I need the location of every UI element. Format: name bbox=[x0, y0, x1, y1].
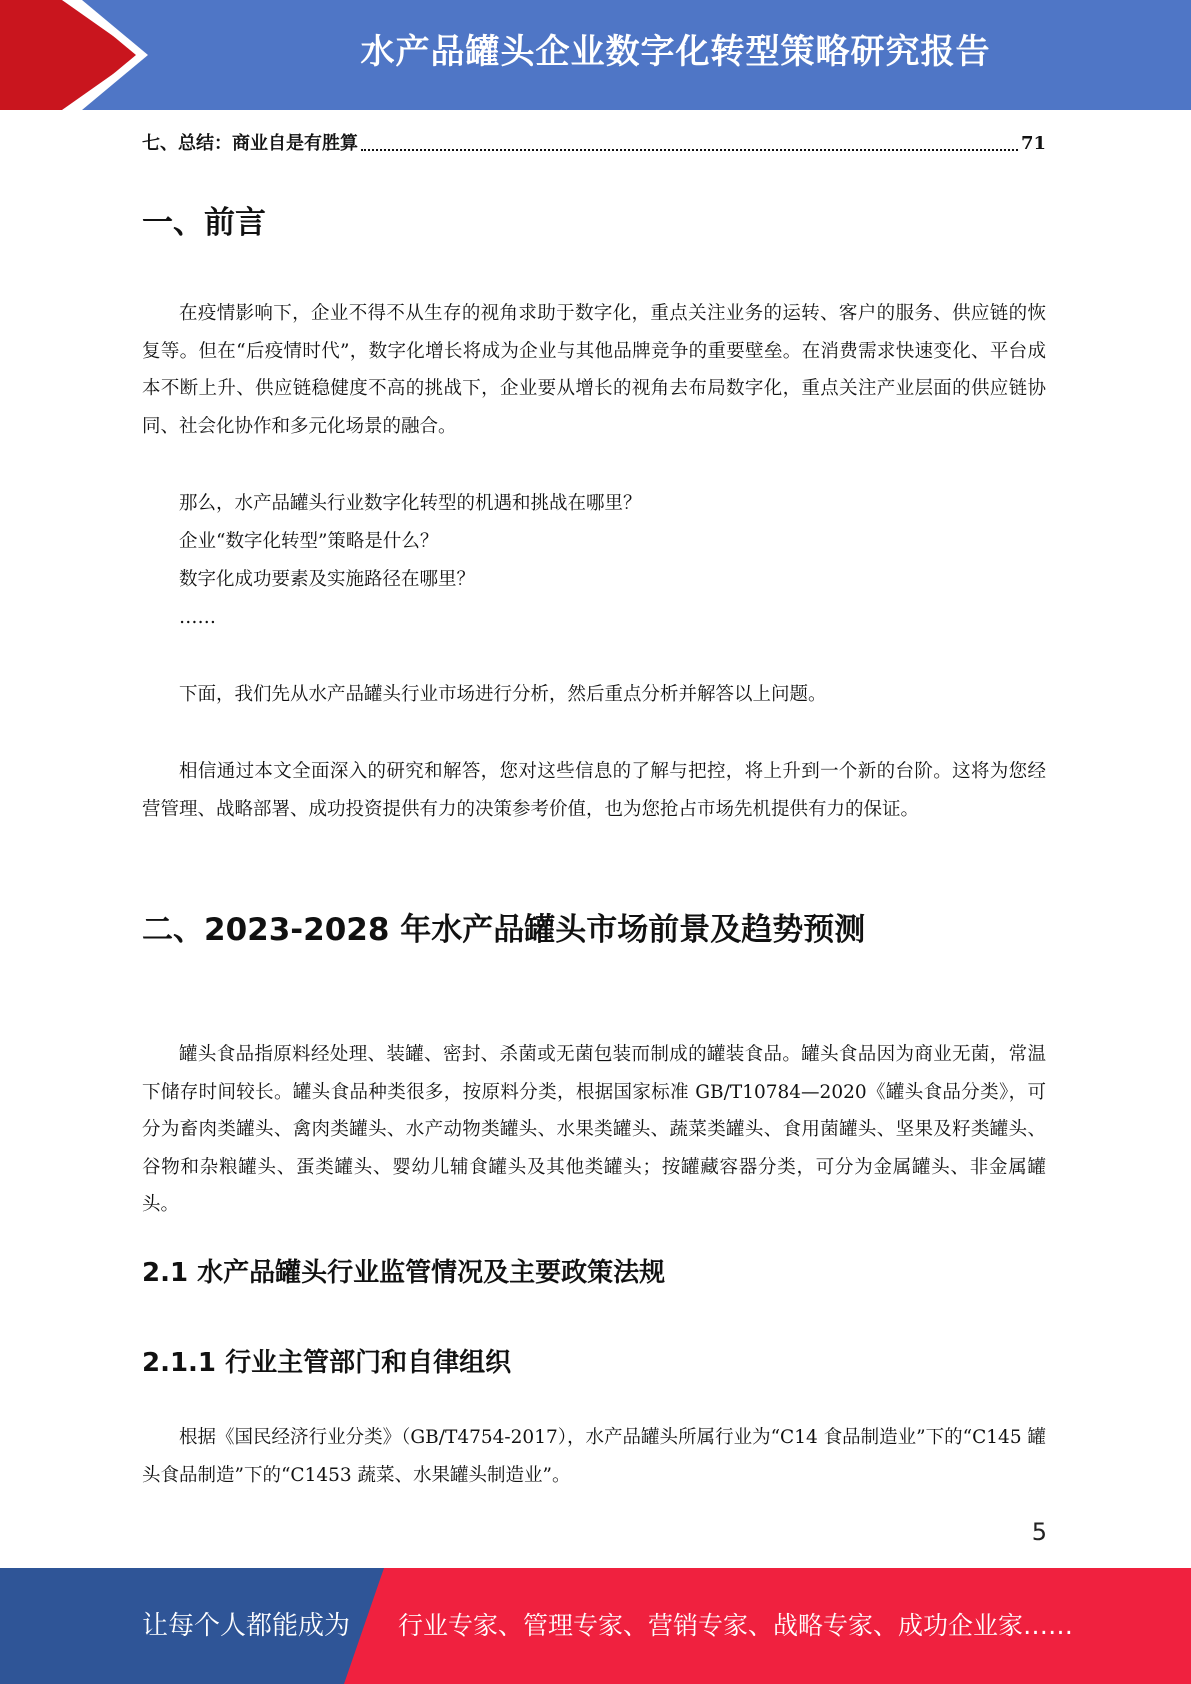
subsection-heading-2-1-1: 2.1.1 行业主管部门和自律组织 bbox=[142, 1348, 512, 1378]
report-title: 水产品罐头企业数字化转型策略研究报告 bbox=[360, 32, 991, 72]
footer-slogan-left: 让每个人都能成为 bbox=[142, 1611, 351, 1641]
toc-entry-page: 71 bbox=[1020, 133, 1046, 154]
page-number: 5 bbox=[1031, 1518, 1047, 1546]
preface-paragraph-3: 相信通过本文全面深入的研究和解答，您对这些信息的了解与把控，将上升到一个新的台阶。这将为您经营管理、战略部署、成功投资提供有力的决策参考价值，也为您抢占市场先机提供有力的保证。 bbox=[142, 761, 1046, 820]
section-heading-preface: 一、前言 bbox=[142, 205, 266, 241]
question-1: 那么，水产品罐头行业数字化转型的机遇和挑战在哪里？ bbox=[179, 493, 642, 514]
toc-entry[interactable] bbox=[142, 131, 1046, 157]
subsection-heading-2-1: 2.1 水产品罐头行业监管情况及主要政策法规 bbox=[142, 1258, 666, 1288]
question-ellipsis: …… bbox=[179, 607, 216, 628]
forecast-paragraph-2: 根据《国民经济行业分类》（GB/T4754-2017），水产品罐头所属行业为“C14 食品制造业”下的“C145 罐头食品制造”下的“C1453 蔬菜、水果罐头制造业”。 bbox=[142, 1427, 1046, 1486]
section-heading-forecast: 二、2023-2028 年水产品罐头市场前景及趋势预测 bbox=[142, 912, 866, 948]
toc-dot-leader bbox=[361, 149, 1018, 151]
footer-slogan-right: 行业专家、管理专家、营销专家、战略专家、成功企业家…… bbox=[398, 1611, 1074, 1640]
question-3: 数字化成功要素及实施路径在哪里？ bbox=[179, 569, 476, 590]
preface-paragraph-1: 在疫情影响下，企业不得不从生存的视角求助于数字化，重点关注业务的运转、客户的服务、供应链的恢复等。但在“后疫情时代”，数字化增长将成为企业与其他品牌竞争的重要壁垒。在消费需求快速变化、平台成本不断上升、供应链稳健度不高的挑战下，企业要从增长的视角去布局数字化，重点关注产业层面的供应链协同、社会化协作和多元化场景的融合。 bbox=[142, 303, 1046, 437]
page-header bbox=[0, 0, 1191, 110]
preface-paragraph-2: 下面，我们先从水产品罐头行业市场进行分析，然后重点分析并解答以上问题。 bbox=[179, 684, 827, 705]
question-2: 企业“数字化转型”策略是什么？ bbox=[179, 531, 439, 552]
page-footer bbox=[0, 1568, 1191, 1684]
toc-entry-text: 七、总结：商业自是有胜算 bbox=[142, 133, 358, 154]
forecast-paragraph-1: 罐头食品指原料经处理、装罐、密封、杀菌或无菌包装而制成的罐装食品。罐头食品因为商业无菌，常温下储存时间较长。罐头食品种类很多，按原料分类，根据国家标准 GB/T10784—2020《罐头食品分类》，可分为畜肉类罐头、禽肉类罐头、水产动物类罐头、水果类罐头、蔬菜类罐头、食用菌罐头、坚果及籽类罐头、谷物和杂粮罐头、蛋类罐头、婴幼儿辅食罐头及其他类罐头；按罐藏容器分类，可分为金属罐头、非金属罐头。 bbox=[142, 1044, 1046, 1215]
